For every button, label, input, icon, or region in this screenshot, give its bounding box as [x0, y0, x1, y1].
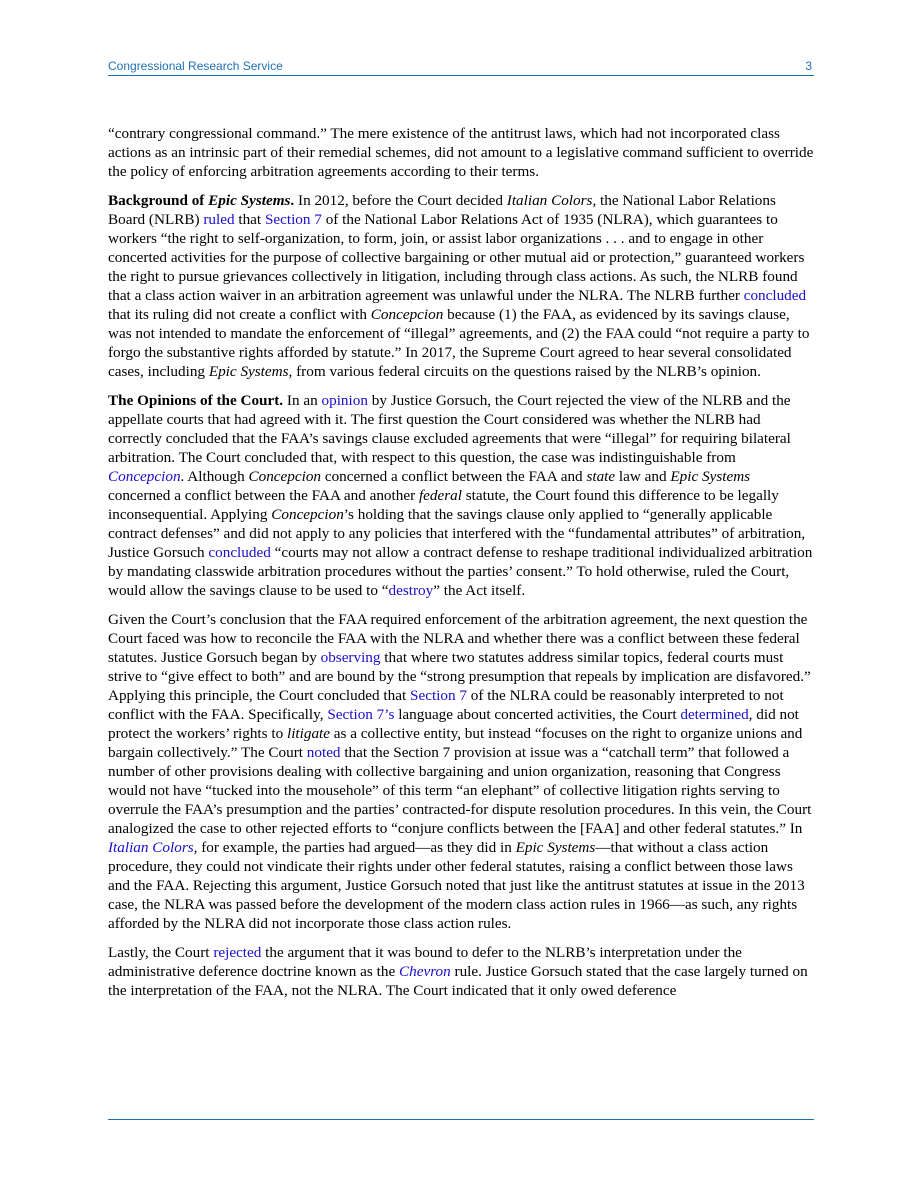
text-segment: concerned a conflict between the FAA and — [321, 467, 587, 485]
link-rejected[interactable]: rejected — [213, 943, 262, 961]
text-segment: , the National Labor Relations Board (NLRB) — [108, 191, 776, 228]
text-segment: “courts may not allow a contract defense to reshape traditional individualized arbitration by mandating classwide arbitration procedures without the parties’ consent.” To hold otherwise, ruled the Court, would allow the savings clause to be used to “ — [108, 543, 813, 600]
text-segment: that the Section 7 provision at issue was a “catchall term” that followed a number of other provisions dealing with collective bargaining and union organization, reasoning that Congress would not have “tucked into the mousehole” of this term “an elephant” of collective litigation rights serving to overrule the FAA’s presumption and the parties’ contracted-for dispute resolution procedures. In this vein, the Court analogized the case to other rejected efforts to “conjure conflicts between the [FAA] and other federal statutes.” In — [108, 743, 812, 838]
text-segment: , for example, the parties had argued—as they did in — [193, 839, 516, 857]
italic-term: state — [586, 467, 616, 485]
text-segment: . Although — [180, 467, 249, 485]
link-noted[interactable]: noted — [306, 743, 341, 761]
text-segment: of the National Labor Relations Act of 1935 (NLRA), which guarantees to workers “the right to self-organization, to form, join, or assist labor organizations . . . and to engage in other concerted activities for the purpose of collective bargaining or other mutual aid or protection,” guaranteed workers the right to pursue grievances collectively in litigation, including through class actions. As such, the NLRB found that a class action waiver in an arbitration agreement was unlawful under the NLRA. The NLRB further — [108, 210, 805, 304]
paragraph-1 — [108, 124, 814, 181]
link-section-7-b[interactable]: Section 7 — [410, 686, 467, 704]
text-segment: —that without a class action procedure, they could not vindicate their rights under other federal statutes, raising a conflict between those laws and the FAA. Rejecting this argument, Justice Gorsuch noted that just like the antitrust statutes at issue in the 2013 case, the NLRA was passed before the development of the modern class action rules in 1966—as such, any rights afforded by the NLRA did not incorporate those class action rules. — [108, 839, 805, 933]
link-observing[interactable]: observing — [320, 648, 381, 666]
text-segment: In 2012, before the Court decided — [294, 191, 507, 209]
paragraph-opinions — [108, 391, 814, 601]
text-segment: by Justice Gorsuch, the Court rejected the view of the NLRB and the appellate courts that had agreed with it. The first question the Court considered was whether the NLRB had correctly concluded that the FAA’s savings clause excluded agreements that were “illegal” for requiring bilateral arbitration. The Court concluded that, with respect to this question, the case was indistinguishable from — [108, 391, 791, 466]
text-segment: law and — [615, 467, 671, 485]
link-section-7[interactable]: Section 7 — [264, 210, 322, 228]
link-italian-colors[interactable] — [108, 839, 194, 856]
paragraph-background — [108, 191, 814, 381]
text-segment: ’s holding that the savings clause only applied to “generally applicable contract defenses” and did not apply to any policies that interfered with the “fundamental attributes” of arbitration, Justice Gorsuch — [108, 505, 806, 561]
heading-background — [108, 192, 294, 209]
text-segment: because (1) the FAA, as evidenced by its savings clause, was not intended to mandate the enforcement of “illegal” agreements, and (2) the FAA could “not require a party to forgo the substantive rights afforded by statute.” In 2017, the Supreme Court agreed to hear several consolidated cases, including — [108, 305, 810, 381]
link-concluded[interactable]: concluded — [743, 286, 807, 304]
paragraph-lastly — [108, 943, 814, 1000]
text-segment: from various federal circuits on the questions raised by the NLRB’s opinion. — [292, 363, 761, 381]
link-ruled[interactable]: ruled — [203, 210, 235, 228]
text-segment: that — [234, 210, 265, 228]
link-concepcion-text: Concepcion — [108, 467, 181, 485]
heading-opinions: The Opinions of the Court. — [108, 391, 284, 409]
text-segment: of the NLRA could be reasonably interpreted to not conflict with the FAA. Specifically, — [108, 686, 784, 723]
text-segment: that its ruling did not create a conflict with — [108, 305, 371, 323]
text-segment: that where two statutes address similar topics, federal courts must strive to “give effect to both” and are bound by the “strong presumption that repeals by implication are disfavored.” Applying this principle, the Court concluded that — [108, 648, 811, 704]
paragraph-given — [108, 610, 814, 934]
link-italian-colors-text: Italian Colors — [108, 839, 194, 857]
text-segment: Lastly, the Court — [108, 943, 214, 961]
link-determined[interactable]: determined — [680, 705, 749, 723]
text-segment: rule. Justice Gorsuch stated that the case largely turned on the interpretation of the FAA, not the NLRA. The Court indicated that it only owed deference — [108, 962, 808, 1000]
case-name-italic: Italian Colors — [506, 191, 593, 209]
text-segment: as a collective entity, but instead “focuses on the right to organize unions and bargain collectively.” The Court — [108, 724, 803, 761]
italic-term: Concepcion — [248, 467, 322, 485]
text-segment: concerned a conflict between the FAA and another — [108, 486, 419, 504]
heading-background-c: . — [290, 191, 295, 209]
case-name-italic: Concepcion — [370, 305, 444, 323]
case-name-italic: Epic Systems, — [208, 363, 293, 381]
text-segment: , did not protect the workers’ rights to — [108, 705, 799, 742]
text-segment: ” the Act itself. — [433, 582, 526, 600]
text-segment: statute, the Court found this difference to be legally inconsequential. Applying — [108, 486, 779, 523]
paragraph-1-text: “contrary congressional command.” The mere existence of the antitrust laws, which had not incorporated class actions as an intrinsic part of their remedial schemes, did not amount to a legislative command sufficient to override the policy of enforcing arbitration agreements according to their terms. — [108, 125, 814, 181]
text-segment: Given the Court’s conclusion that the FAA required enforcement of the arbitration agreement, the next question the Court faced was how to reconcile the FAA with the NLRA and whether there was a conflict between these federal statutes. Justice Gorsuch began by — [108, 610, 808, 666]
italic-term: Concepcion — [271, 505, 344, 523]
italic-term: Epic Systems — [515, 839, 596, 857]
link-chevron[interactable] — [399, 963, 451, 980]
heading-background-italic: Epic Systems — [208, 191, 291, 209]
link-concluded-2[interactable]: concluded — [208, 543, 271, 561]
link-section-7s[interactable]: Section 7’s — [327, 705, 395, 723]
text-segment: the argument that it was bound to defer to the NLRB’s interpretation under the administrative deference doctrine known as the — [108, 943, 742, 980]
link-opinion[interactable]: opinion — [321, 391, 368, 409]
italic-term: federal — [418, 486, 462, 504]
link-destroy[interactable]: destroy — [388, 582, 434, 600]
header-org-name: Congressional Research Service — [108, 59, 283, 73]
heading-background-a: Background of — [108, 191, 209, 209]
link-chevron-text: Chevron — [398, 962, 451, 980]
document-body — [108, 124, 814, 1010]
page-header — [108, 57, 814, 76]
text-segment: In an — [283, 391, 322, 409]
italic-term: litigate — [286, 724, 330, 742]
text-segment: language about concerted activities, the Court — [394, 705, 681, 723]
link-concepcion[interactable] — [108, 468, 181, 485]
footer-rule — [108, 1119, 814, 1120]
header-page-number: 3 — [805, 59, 812, 73]
italic-term: Epic Systems — [670, 467, 751, 485]
